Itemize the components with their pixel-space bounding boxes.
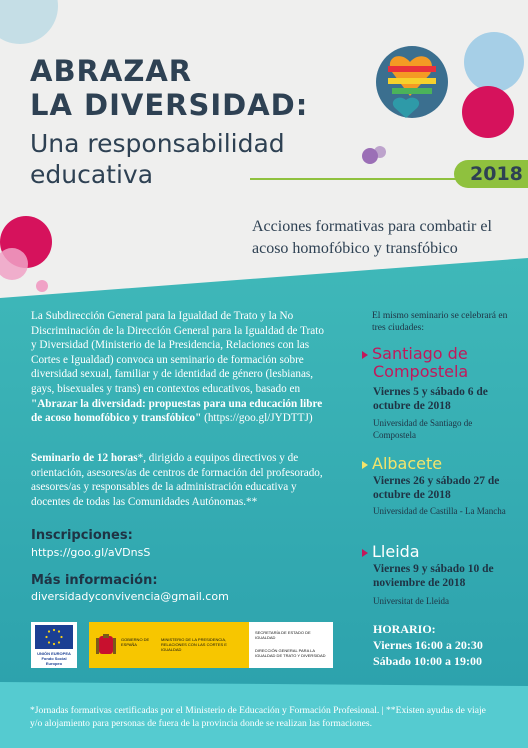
- city-venue: Universidad de Castilla - La Mancha: [373, 506, 506, 516]
- ministry-label: MINISTERIO DE LA PRESIDENCIA, RELACIONES CON LAS CORTES E IGUALDAD: [161, 637, 227, 652]
- footnote: *Jornadas formativas certificadas por el Ministerio de Educación y Formación Profesional. | **Existen ayudas de viaje y/o alojamiento para personas de fuera de la provincia donde se realizan las formaciones.: [30, 705, 486, 729]
- triangle-icon: [362, 351, 368, 359]
- coat-of-arms-icon: [95, 632, 117, 658]
- city-name: Santiago de: [372, 344, 468, 363]
- rainbow-stripe: [392, 88, 432, 94]
- city-name: Lleida: [372, 542, 420, 561]
- direccion-label: DIRECCIÓN GENERAL PARA LA IGUALDAD DE TRATO Y DIVERSIDAD: [255, 648, 326, 658]
- deco-circle: [36, 280, 48, 292]
- city-name: Albacete: [372, 454, 443, 473]
- city-name: Compostela: [373, 362, 469, 381]
- sponsor-logos: [31, 622, 333, 668]
- seminar-audience: *, dirigido a equipos directivos y de orientación, asesores/as de centros de formación del profesorado, asesores/as y responsables de la administración educativa y docentes de todas las Comunidades Autónomas.**: [31, 452, 323, 508]
- secretaria-label: SECRETARÍA DE ESTADO DE IGUALDAD: [255, 630, 311, 640]
- intro-paragraph: [31, 309, 331, 426]
- city-dates: Viernes 26 y sábado 27 de octubre de 2018: [373, 475, 500, 501]
- seminar-paragraph: [31, 451, 331, 509]
- info-heading: Más información:: [31, 573, 158, 588]
- city-lleida: [362, 543, 420, 561]
- tagline: Acciones formativas para combatir el acoso homofóbico y transfóbico: [252, 218, 492, 257]
- triangle-icon: [362, 549, 368, 557]
- government-label: GOBIERNO DE ESPAÑA: [121, 637, 150, 647]
- cities-intro: El mismo seminario se celebrará en tres ciudades:: [372, 311, 508, 333]
- year-divider: [250, 178, 456, 180]
- city-santiago: [362, 345, 468, 363]
- eu-flag-icon: [35, 625, 73, 649]
- eu-logo: [31, 622, 77, 668]
- intro-text-bold: "Abrazar la diversidad: propuestas para una educación libre de acoso homofóbico y transfóbico": [31, 397, 323, 425]
- eu-stars-icon: [35, 625, 73, 649]
- page-title-line1: ABRAZAR: [30, 54, 193, 88]
- year-label: 2018: [470, 163, 523, 185]
- intro-text-a: La Subdirección General para la Igualdad de Trato y la No Discriminación de la Dirección General para la Igualdad de Trato y Diversidad (Ministerio de la Presidencia, Relaciones con las Cortes e Igualdad) convoca un seminario de formación sobre diversidad sexual, familiar y de identidad de género (lesbianas, gays, bisexuales y trans) en contextos educativos, basado en: [31, 310, 324, 395]
- info-email[interactable]: diversidadyconvivencia@gmail.com: [31, 590, 229, 603]
- page-subtitle: Una responsabilidad educativa: [30, 129, 285, 189]
- page-title-line2: LA DIVERSIDAD:: [30, 88, 309, 122]
- city-venue: Universidad de Santiago de Compostela: [373, 418, 473, 440]
- city-venue: Universitat de Lleida: [373, 596, 449, 606]
- government-logo: [89, 622, 333, 668]
- deco-circle: [374, 146, 386, 158]
- city-santiago-line2: [373, 363, 468, 381]
- schedule-saturday: Sábado 10:00 a 19:00: [373, 654, 483, 668]
- eu-label: UNIÓN EUROPEA Fondo Social Europeo: [37, 651, 71, 666]
- inscripciones-heading: Inscripciones:: [31, 528, 133, 543]
- schedule-friday: Viernes 16:00 a 20:30: [373, 638, 483, 652]
- schedule-heading: HORARIO:: [373, 622, 436, 636]
- city-albacete: [362, 455, 442, 473]
- seminar-hours: Seminario de 12 horas: [31, 452, 138, 464]
- deco-circle: [0, 0, 58, 44]
- inscripciones-link[interactable]: https://goo.gl/aVDnsS: [31, 546, 151, 559]
- deco-circle: [464, 32, 524, 92]
- rainbow-stripe: [388, 78, 436, 84]
- triangle-icon: [362, 461, 368, 469]
- deco-circle: [462, 86, 514, 138]
- city-dates: Viernes 5 y sábado 6 de octubre de 2018: [373, 386, 488, 412]
- rainbow-stripe: [388, 66, 436, 72]
- city-dates: Viernes 9 y sábado 10 de noviembre de 2018: [373, 563, 494, 589]
- intro-text-link[interactable]: (https://goo.gl/JYDTTJ): [201, 412, 313, 425]
